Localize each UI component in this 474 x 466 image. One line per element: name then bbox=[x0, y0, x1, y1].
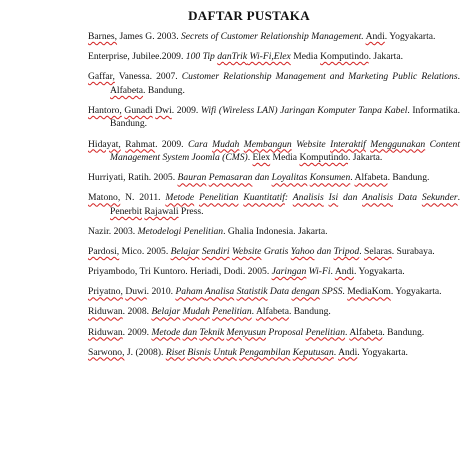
publisher: Andi bbox=[334, 266, 354, 278]
book-title-word: Analisis bbox=[362, 192, 393, 204]
reference-entry-5 bbox=[88, 138, 460, 165]
book-title-word: Loyalitas bbox=[271, 172, 308, 184]
year: . 2009. bbox=[122, 326, 152, 338]
book-title-word: Kuantitatif bbox=[243, 192, 285, 204]
place: . Yogyakarta. bbox=[357, 346, 408, 358]
publisher-word: Komputindo bbox=[320, 51, 369, 63]
publisher-word: Komputindo bbox=[299, 152, 348, 164]
reference-entry-3 bbox=[88, 70, 460, 97]
author: Priyambodo, Tri Kuntoro. Heriadi, Dodi. 2005. bbox=[88, 266, 272, 278]
book-title-word: Yahoo bbox=[290, 246, 315, 258]
place: . Surabaya. bbox=[391, 246, 435, 258]
reference-entry-14 bbox=[88, 346, 460, 360]
book-title: Website bbox=[291, 138, 331, 150]
author: Enterprise, Jubilee.2009. bbox=[88, 51, 186, 63]
author: Riduwan bbox=[88, 326, 123, 338]
place: . Bandung. bbox=[143, 84, 185, 96]
publisher: Alfabeta bbox=[349, 326, 383, 338]
reference-entry-6 bbox=[88, 171, 460, 185]
book-title-word: Mudah bbox=[182, 306, 210, 318]
book-title: Gratis bbox=[261, 246, 291, 258]
publisher: Selaras bbox=[364, 246, 392, 258]
book-title-word: Menggunakan bbox=[370, 138, 426, 150]
book-title-word: Tripod bbox=[333, 246, 360, 258]
separator: . bbox=[345, 326, 350, 338]
book-title: Metodelogi Penelitian bbox=[137, 226, 224, 238]
publisher: Penerbit bbox=[110, 205, 142, 217]
author: Hidayat, bbox=[88, 138, 121, 150]
year: Mico. 2005. bbox=[119, 246, 171, 258]
book-title: Wi-Fi bbox=[306, 266, 331, 278]
book-title-word: Sekunder bbox=[421, 192, 458, 204]
place: . Yogyakarta. bbox=[384, 31, 436, 42]
book-title: : bbox=[284, 192, 293, 204]
book-title-word: Pengambilan bbox=[239, 346, 291, 358]
author: Pardosi, bbox=[88, 246, 120, 258]
book-title-word: Penelitian bbox=[212, 306, 252, 318]
book-title: Cara bbox=[187, 138, 213, 150]
publisher: . Informatika. Bandung. bbox=[110, 104, 461, 130]
author-word: Rahmat bbox=[125, 138, 156, 150]
book-title-word: Analisa bbox=[204, 286, 235, 298]
book-title-word: Belajar bbox=[151, 306, 181, 318]
book-title-word: Mudah bbox=[212, 138, 240, 150]
reference-entry-4 bbox=[88, 104, 460, 131]
book-title-word: dan bbox=[182, 326, 198, 338]
author-word: Duwi bbox=[125, 286, 147, 298]
book-title-word: Isi bbox=[328, 192, 339, 204]
book-title: Wifi (Wireless LAN) Jaringan Komputer Tanpa Kabel bbox=[200, 104, 408, 116]
author: Hantoro, bbox=[88, 104, 122, 116]
publisher-word: Rajawali bbox=[144, 205, 179, 217]
reference-entry-13 bbox=[88, 326, 460, 340]
book-title-word: Paham bbox=[175, 286, 205, 298]
publisher: Alfabeta bbox=[255, 306, 289, 318]
book-title-word: Untuk bbox=[213, 346, 237, 358]
author: Barnes, bbox=[88, 31, 118, 42]
separator: . bbox=[247, 152, 253, 164]
book-title-word: Penelitian bbox=[305, 326, 346, 338]
place: . Bandung. bbox=[382, 326, 425, 338]
book-title: Customer Relationship Management and Marketing Public Relations bbox=[181, 71, 458, 83]
book-title-word: Wi-Fi,Elex bbox=[247, 51, 291, 63]
reference-entry-9 bbox=[88, 245, 460, 259]
year: N. 2011. bbox=[120, 192, 166, 204]
author: Matono, bbox=[88, 192, 121, 204]
book-title-word: Metode bbox=[151, 326, 181, 338]
separator: . bbox=[330, 266, 335, 278]
separator: . bbox=[333, 346, 339, 358]
year: J. (2008). bbox=[124, 346, 166, 358]
reference-entry-10 bbox=[88, 265, 460, 279]
book-title-word: Analisis bbox=[292, 192, 324, 204]
place: . Bandung. bbox=[387, 172, 430, 184]
book-title-word: dengan bbox=[291, 286, 320, 298]
publisher: Andi bbox=[365, 31, 385, 42]
book-title-word: Bisnis bbox=[187, 346, 211, 358]
year: . 2009. bbox=[155, 138, 188, 150]
book-title-word: Keputusan bbox=[292, 346, 334, 358]
book-title: Proposal bbox=[265, 326, 306, 338]
book-title: Content Management System Joomla (CMS) bbox=[110, 138, 460, 164]
publisher: Media bbox=[290, 51, 321, 63]
book-title-word: Pemasaran bbox=[208, 172, 253, 184]
book-title: dan bbox=[314, 246, 334, 258]
reference-entry-7 bbox=[88, 191, 460, 218]
book-title: Secrets of Customer Relationship Management. bbox=[181, 31, 364, 42]
publisher: Andi bbox=[338, 346, 358, 358]
year: . 2009. bbox=[171, 104, 201, 116]
book-title-word: Metode bbox=[165, 192, 195, 204]
reference-entry-1 bbox=[88, 30, 460, 44]
book-title-word: Interaktif bbox=[330, 138, 366, 150]
separator: . bbox=[350, 172, 355, 184]
reference-entry-12 bbox=[88, 305, 460, 319]
book-title-word: Belajar bbox=[170, 246, 200, 258]
book-title-word: Teknik bbox=[199, 326, 225, 338]
separator: . bbox=[251, 306, 256, 318]
author: Sarwono, bbox=[88, 346, 125, 358]
author: Gaffar, bbox=[88, 71, 115, 83]
publisher: Elex bbox=[252, 152, 271, 164]
book-title: SPSS bbox=[319, 286, 343, 298]
publisher: Media bbox=[270, 152, 300, 164]
book-title: dan bbox=[338, 192, 363, 204]
author: Riduwan bbox=[88, 306, 123, 318]
book-title-word: Statistik bbox=[236, 286, 268, 298]
year: Vanessa. 2007. bbox=[114, 71, 182, 83]
book-title: 100 Tip bbox=[185, 51, 218, 63]
book-title-word: Bauran bbox=[177, 172, 207, 184]
separator: . bbox=[359, 246, 365, 258]
separator: . bbox=[342, 286, 348, 298]
book-title-word: Website bbox=[231, 246, 262, 258]
publisher: Alfabeta bbox=[354, 172, 388, 184]
place: . Jakarta. bbox=[347, 152, 383, 164]
year: . 2010. bbox=[146, 286, 176, 298]
reference-entry-2 bbox=[88, 50, 460, 64]
publisher: MediaKom bbox=[347, 286, 391, 298]
year: James G. 2003. bbox=[117, 31, 181, 42]
book-title: Data bbox=[393, 192, 422, 204]
book-title: Data bbox=[267, 286, 292, 298]
author-word: Dwi bbox=[155, 104, 172, 116]
separator: . bbox=[457, 192, 460, 204]
place: . Yogyakarta. bbox=[354, 266, 405, 278]
publisher: Press. bbox=[178, 205, 204, 217]
page-title: DAFTAR PUSTAKA bbox=[188, 8, 310, 23]
author-word: Gunadi bbox=[124, 104, 153, 116]
reference-entry-11 bbox=[88, 285, 460, 299]
separator: . bbox=[457, 71, 460, 83]
book-title-word: Membangun bbox=[243, 138, 292, 150]
book-title-word: Jaringan bbox=[271, 266, 307, 278]
author: Hurriyati, Ratih. 2005. bbox=[88, 172, 178, 184]
place: . Jakarta. bbox=[368, 51, 403, 63]
publisher: . Ghalia Indonesia. Jakarta. bbox=[223, 226, 328, 238]
book-title-word: Riset bbox=[165, 346, 186, 358]
book-title-word: Konsumen bbox=[309, 172, 351, 184]
book-title-word: danTrik bbox=[217, 51, 248, 63]
publisher: Alfabeta bbox=[110, 84, 144, 96]
reference-entry-8 bbox=[88, 225, 460, 239]
year: . 2008. bbox=[122, 306, 152, 318]
author: Priyatno, bbox=[88, 286, 123, 298]
place: . Yogyakarta. bbox=[390, 286, 442, 298]
book-title-word: Penelitian bbox=[199, 192, 239, 204]
place: . Bandung. bbox=[288, 306, 331, 318]
book-title-word: Menyusun bbox=[226, 326, 266, 338]
author: Nazir. 2003. bbox=[88, 226, 138, 238]
book-title: dan bbox=[252, 172, 272, 184]
book-title-word: Sendiri bbox=[201, 246, 230, 258]
